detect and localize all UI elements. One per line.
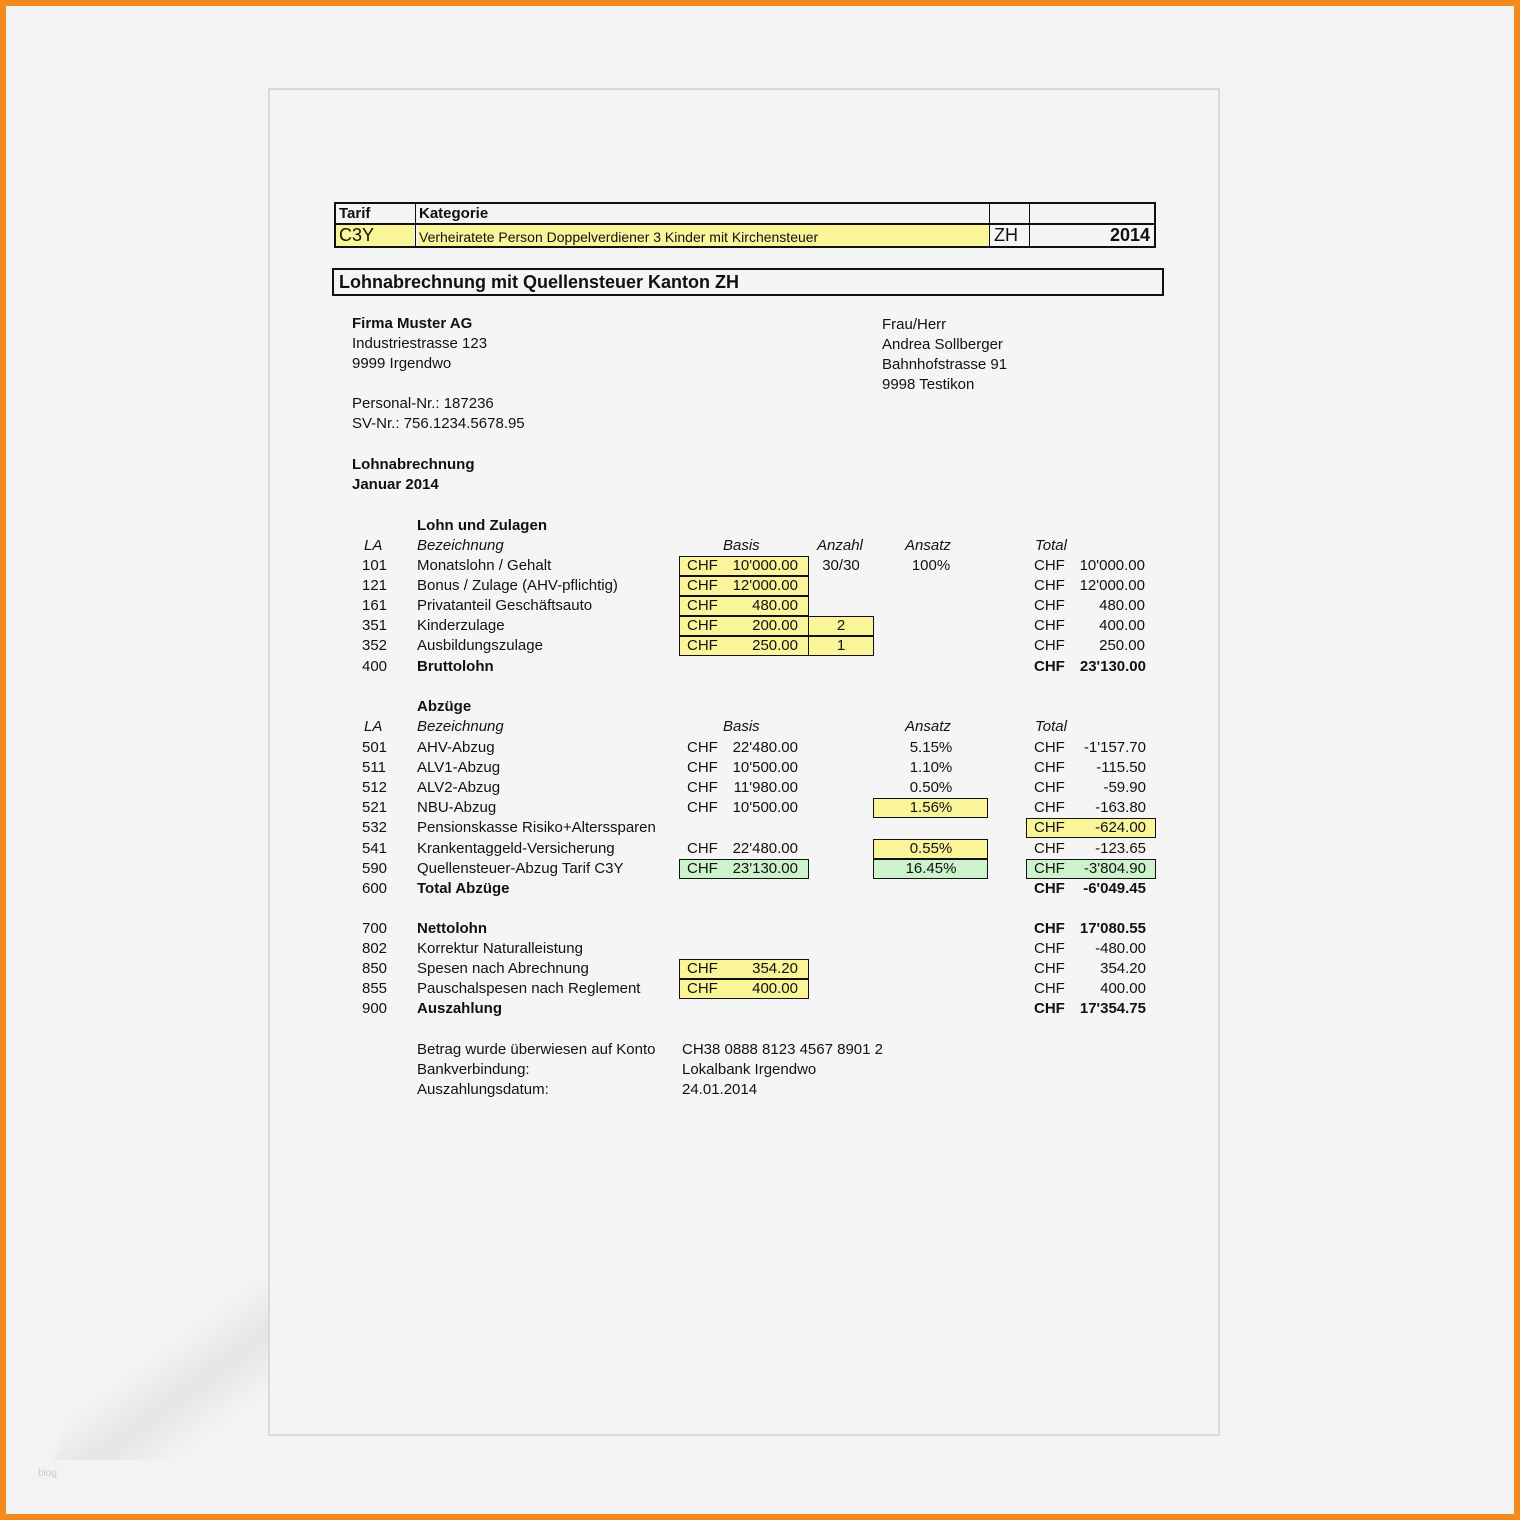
kanton-value: ZH: [994, 225, 1018, 245]
title-box: [332, 268, 1164, 296]
total-currency: CHF: [1034, 739, 1065, 756]
basis-value: 23'130.00: [732, 859, 798, 877]
la-code: 900: [362, 1000, 388, 1018]
deduction-label: ALV2-Abzug: [417, 779, 501, 797]
la-code: 512: [362, 779, 388, 797]
abzuege-col-basis: Basis: [723, 718, 760, 735]
net-item-label: Spesen nach Abrechnung: [417, 960, 589, 978]
total-abzuege-value: -6'049.45: [1083, 879, 1146, 897]
basis-value: 10'500.00: [732, 759, 798, 777]
date-value: 24.01.2014: [682, 1081, 758, 1098]
basis-value: 10'000.00: [732, 557, 798, 574]
lohn-col-ansatz: Ansatz: [905, 537, 951, 554]
la-code: 501: [362, 739, 388, 756]
ansatz-value: 5.15%: [909, 739, 953, 756]
basis-currency: CHF: [687, 859, 718, 877]
ansatz-value: 1.10%: [909, 759, 953, 777]
anzahl-value: 1: [836, 637, 846, 655]
ansatz-value: 16.45%: [905, 859, 957, 877]
basis-value: 22'480.00: [732, 739, 798, 756]
total-value: -480.00: [1095, 940, 1146, 958]
total-currency: CHF: [1034, 960, 1065, 978]
kategorie-value: Verheiratete Person Doppelverdiener 3 Kinder mit Kirchensteuer: [419, 229, 819, 245]
total-currency: CHF: [1034, 799, 1065, 817]
page-title: Lohnabrechnung mit Quellensteuer Kanton ZH: [339, 272, 740, 292]
total-currency: CHF: [1034, 597, 1065, 615]
basis-value: 354.20: [752, 960, 798, 978]
statement-period: Januar 2014: [352, 476, 439, 493]
ansatz-value: 0.55%: [909, 839, 953, 857]
la-code: 352: [362, 637, 388, 655]
total-currency: CHF: [1034, 920, 1065, 937]
basis-value: 22'480.00: [732, 839, 798, 857]
basis-currency: CHF: [687, 617, 718, 635]
basis-currency: CHF: [687, 759, 718, 777]
company-city: 9999 Irgendwo: [352, 355, 452, 372]
total-currency: CHF: [1034, 839, 1065, 857]
wage-item-label: Monatslohn / Gehalt: [417, 557, 552, 574]
deduction-label: Krankentaggeld-Versicherung: [417, 839, 615, 857]
total-value: 12'000.00: [1079, 577, 1145, 595]
basis-value: 11'980.00: [733, 779, 798, 797]
deduction-label: Quellensteuer-Abzug Tarif C3Y: [417, 859, 624, 877]
wage-item-label: Kinderzulage: [417, 617, 505, 635]
basis-currency: CHF: [687, 799, 718, 817]
total-currency: CHF: [1034, 1000, 1065, 1018]
total-currency: CHF: [1034, 980, 1065, 998]
basis-currency: CHF: [687, 637, 718, 655]
konto-value: CH38 0888 8123 4567 8901 2: [682, 1041, 884, 1058]
la-code: 121: [362, 577, 388, 595]
wage-item-label: Bonus / Zulage (AHV-pflichtig): [417, 577, 618, 595]
basis-currency: CHF: [687, 779, 718, 797]
abzuege-col-la: LA: [364, 718, 383, 735]
total-currency: CHF: [1034, 859, 1065, 877]
basis-currency: CHF: [687, 960, 718, 978]
la-code: 590: [362, 859, 388, 877]
abzuege-col-bez: Bezeichnung: [417, 718, 504, 735]
recipient-city: 9998 Testikon: [882, 376, 975, 393]
anzahl-value: 30/30: [822, 557, 860, 574]
total-currency: CHF: [1034, 617, 1065, 635]
basis-value: 480.00: [752, 597, 798, 615]
recipient-street: Bahnhofstrasse 91: [882, 356, 1008, 373]
total-value: 10'000.00: [1079, 557, 1145, 574]
kategorie-label: Kategorie: [419, 205, 489, 222]
ansatz-value: 1.56%: [909, 799, 953, 817]
basis-currency: CHF: [687, 980, 718, 998]
la-code: 351: [362, 617, 388, 635]
deduction-label: ALV1-Abzug: [417, 759, 501, 777]
tarif-label: Tarif: [339, 205, 371, 222]
la-code: 855: [362, 980, 388, 998]
date-label: Auszahlungsdatum:: [417, 1081, 549, 1098]
deduction-label: NBU-Abzug: [417, 799, 497, 817]
lohn-col-la: LA: [364, 537, 383, 554]
total-value: -1'157.70: [1083, 739, 1146, 756]
total-currency: CHF: [1034, 657, 1065, 675]
total-currency: CHF: [1034, 557, 1065, 574]
la-code: 521: [362, 799, 388, 817]
basis-value: 400.00: [752, 980, 798, 998]
abzuege-col-total: Total: [1035, 718, 1067, 735]
total-currency: CHF: [1034, 879, 1065, 897]
total-value: -115.50: [1096, 759, 1146, 777]
lohn-heading: Lohn und Zulagen: [417, 517, 547, 534]
total-value: 17'354.75: [1079, 1000, 1146, 1018]
deduction-label: Pensionskasse Risiko+Alterssparen: [417, 819, 656, 837]
total-value: -624.00: [1095, 819, 1146, 837]
bank-label: Bankverbindung:: [417, 1061, 530, 1078]
total-value: 354.20: [1100, 960, 1146, 978]
recipient-salutation: Frau/Herr: [882, 316, 947, 333]
net-item-label: Pauschalspesen nach Reglement: [417, 980, 641, 998]
total-abzuege-label: Total Abzüge: [417, 879, 510, 897]
basis-currency: CHF: [687, 597, 718, 615]
total-value: 250.00: [1099, 637, 1145, 655]
lohn-col-anzahl: Anzahl: [817, 537, 863, 554]
tarif-value: C3Y: [339, 225, 375, 245]
document-page: [268, 88, 1220, 1436]
total-value: 400.00: [1099, 617, 1145, 635]
la-code: 101: [362, 557, 388, 574]
lohn-col-basis: Basis: [723, 537, 760, 554]
tarif-table: [334, 202, 1156, 248]
year-value: 2014: [1109, 225, 1150, 245]
total-value: -59.90: [1103, 779, 1146, 797]
basis-value: 200.00: [752, 617, 798, 635]
basis-currency: CHF: [687, 839, 718, 857]
wage-item-label: Privatanteil Geschäftsauto: [417, 597, 593, 615]
total-value: 400.00: [1100, 980, 1146, 998]
basis-value: 250.00: [752, 637, 798, 655]
recipient-name: Andrea Sollberger: [882, 336, 1003, 353]
basis-currency: CHF: [687, 739, 718, 756]
total-currency: CHF: [1034, 759, 1065, 777]
personal-nr: Personal-Nr.: 187236: [352, 395, 494, 412]
konto-label: Betrag wurde überwiesen auf Konto: [417, 1041, 656, 1058]
abzuege-col-ansatz: Ansatz: [905, 718, 951, 735]
abzuege-heading: Abzüge: [417, 698, 472, 715]
total-currency: CHF: [1034, 577, 1065, 595]
statement-heading: Lohnabrechnung: [352, 456, 475, 473]
basis-currency: CHF: [687, 557, 718, 574]
la-code: 161: [362, 597, 388, 615]
deduction-label: AHV-Abzug: [417, 739, 495, 756]
wage-item-label: Ausbildungszulage: [417, 637, 543, 655]
la-code: 802: [362, 940, 388, 958]
total-value: 17'080.55: [1079, 920, 1146, 937]
total-currency: CHF: [1034, 779, 1065, 797]
net-item-label: Nettolohn: [417, 920, 487, 937]
watermark: blog: [38, 1468, 57, 1479]
total-value: 480.00: [1099, 597, 1145, 615]
la-code: 700: [362, 920, 388, 937]
ansatz-value: 0.50%: [909, 779, 953, 797]
ansatz-value: 100%: [911, 557, 951, 574]
total-value: -123.65: [1095, 839, 1146, 857]
la-code: 511: [362, 759, 386, 777]
la-code: 600: [362, 879, 388, 897]
lohn-col-bez: Bezeichnung: [417, 537, 504, 554]
sv-nr: SV-Nr.: 756.1234.5678.95: [352, 415, 525, 432]
net-item-label: Korrektur Naturalleistung: [417, 940, 583, 958]
total-currency: CHF: [1034, 637, 1065, 655]
total-currency: CHF: [1034, 940, 1065, 958]
bank-value: Lokalbank Irgendwo: [682, 1061, 817, 1078]
company-name: Firma Muster AG: [352, 315, 473, 332]
la-code: 850: [362, 960, 388, 978]
la-code: 532: [362, 819, 388, 837]
anzahl-value: 2: [836, 617, 846, 635]
total-value: -163.80: [1095, 799, 1146, 817]
basis-value: 12'000.00: [732, 577, 798, 595]
bruttolohn-label: Bruttolohn: [417, 657, 494, 675]
net-item-label: Auszahlung: [417, 1000, 502, 1018]
lohn-col-total: Total: [1035, 537, 1067, 554]
bruttolohn-total: 23'130.00: [1079, 657, 1146, 675]
basis-currency: CHF: [687, 577, 718, 595]
basis-value: 10'500.00: [732, 799, 798, 817]
total-value: -3'804.90: [1083, 859, 1146, 877]
la-code: 541: [362, 839, 388, 857]
company-street: Industriestrasse 123: [352, 335, 488, 352]
la-code: 400: [362, 657, 388, 675]
total-currency: CHF: [1034, 819, 1065, 837]
